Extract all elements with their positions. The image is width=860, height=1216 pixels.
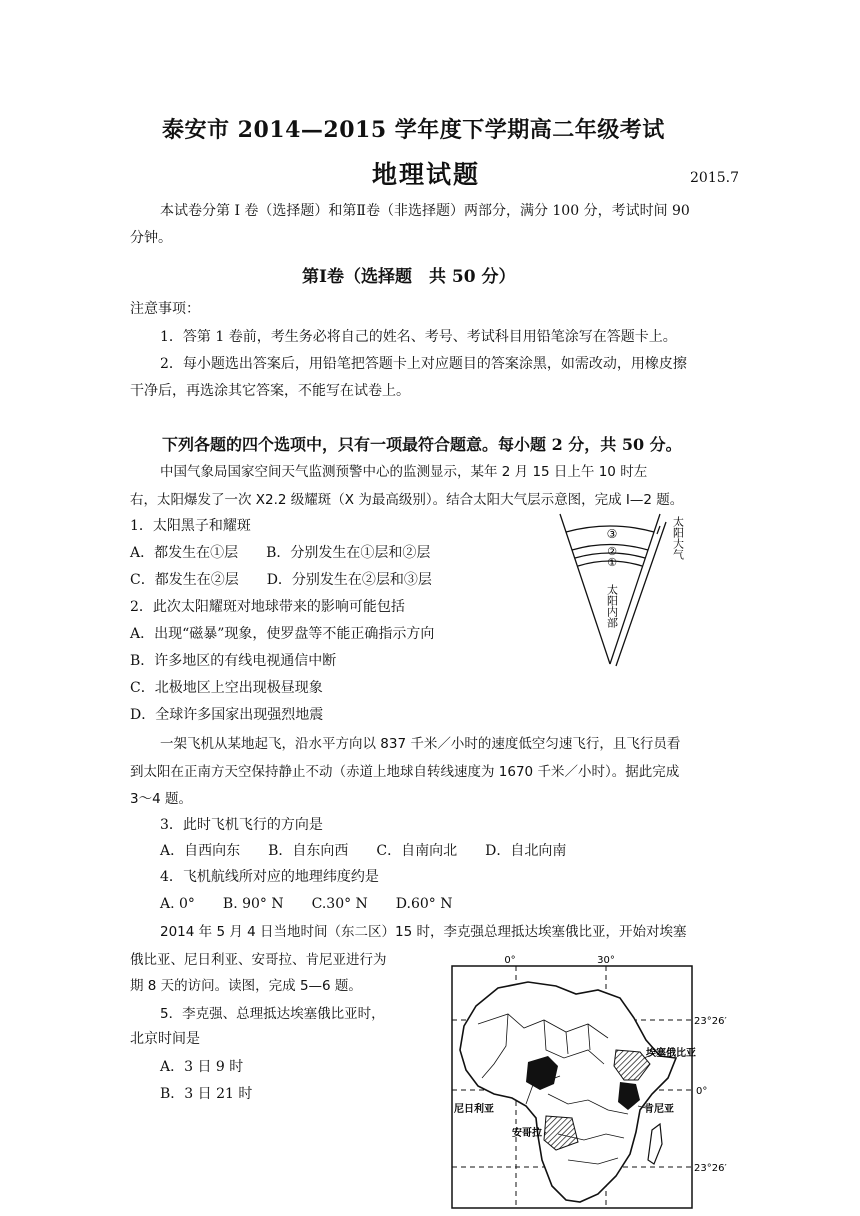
ethiopia-label: 埃塞俄比亚 xyxy=(646,1048,696,1059)
intro-line-1: 本试卷分第 I 卷（选择题）和第Ⅱ卷（非选择题）两部分，满分 100 分，考试时间 90 xyxy=(160,203,690,219)
subject-title: 地理试题 xyxy=(372,160,481,189)
question-5-stem-1: 5．李克强、总理抵达埃塞俄比亚时， xyxy=(160,1006,385,1022)
exam-title: 泰安市 2014—2015 学年度下学期高二年级考试 xyxy=(162,117,665,143)
note-1: 1．答第 1 卷前，考生务必将自己的姓名、考号、考试科目用铅笔涂写在答题卡上。 xyxy=(160,329,677,345)
passage-1-line-1: 中国气象局国家空间天气监测预警中心的监测显示，某年 2 月 15 日上午 10 时左 xyxy=(160,464,648,480)
passage-3-line-1: 2014 年 5 月 4 日当地时间（东二区）15 时，李克强总理抵达埃塞俄比亚，开始对埃塞 xyxy=(160,924,687,940)
nigeria-label: 尼日利亚 xyxy=(454,1104,494,1115)
passage-3-line-2: 俄比亚、尼日利亚、安哥拉、肯尼亚进行为 xyxy=(130,952,387,968)
passage-2-line-3: 3～4 题。 xyxy=(130,791,192,807)
lon-0-label: 0° xyxy=(504,955,516,966)
layer-3-label: ③ xyxy=(606,527,618,541)
africa-map xyxy=(448,954,738,1212)
section-heading: 第Ⅰ卷（选择题 共 50 分） xyxy=(302,267,516,287)
africa-outline xyxy=(460,982,676,1202)
lat-south-label: 23°26′ xyxy=(694,1163,727,1174)
exam-date: 2015.7 xyxy=(690,170,739,186)
madagascar-shape xyxy=(648,1124,662,1164)
question-2-option-d: D．全球许多国家出现强烈地震 xyxy=(130,707,324,723)
lat-equator-label: 0° xyxy=(696,1086,708,1097)
question-1-options-cd: C．都发生在②层 D．分别发生在②层和③层 xyxy=(130,572,432,588)
angola-label: 安哥拉 xyxy=(512,1128,542,1139)
passage-3-line-3: 期 8 天的访问。读图，完成 5—6 题。 xyxy=(130,978,362,994)
sun-layers-diagram xyxy=(548,508,698,668)
question-2-option-c: C．北极地区上空出现极昼现象 xyxy=(130,680,323,696)
question-1-stem: 1．太阳黑子和耀斑 xyxy=(130,518,251,534)
intro-line-2: 分钟。 xyxy=(130,230,172,246)
notes-label: 注意事项： xyxy=(130,301,200,317)
note-2-line-2: 干净后，再选涂其它答案，不能写在试卷上。 xyxy=(130,383,410,399)
question-5-option-a: A．3 日 9 时 xyxy=(160,1059,244,1075)
lon-30-label: 30° xyxy=(597,955,615,966)
question-4-stem: 4．飞机航线所对应的地理纬度约是 xyxy=(160,869,379,885)
lat-north-label: 23°26′ xyxy=(694,1016,727,1027)
question-2-stem: 2．此次太阳耀斑对地球带来的影响可能包括 xyxy=(130,599,405,615)
passage-1-line-2: 右，太阳爆发了一次 X2.2 级耀斑（X 为最高级别）。结合太阳大气层示意图，完成 I—2 题。 xyxy=(130,492,684,508)
question-1-options-ab: A．都发生在①层 B．分别发生在①层和②层 xyxy=(130,545,431,561)
note-2-line-1: 2．每小题选出答案后，用铅笔把答题卡上对应题目的答案涂黑，如需改动，用橡皮擦 xyxy=(160,356,687,372)
layer-2-label: ② xyxy=(607,545,617,558)
passage-2-line-1: 一架飞机从某地起飞，沿水平方向以 837 千米／小时的速度低空匀速飞行，且飞行员看 xyxy=(160,736,681,752)
question-3-options: A．自西向东 B．自东向西 C．自南向北 D．自北向南 xyxy=(160,843,567,859)
question-2-option-b: B．许多地区的有线电视通信中断 xyxy=(130,653,337,669)
layer-1-label: ① xyxy=(607,556,617,569)
question-2-option-a: A．出现“磁暴”现象，使罗盘等不能正确指示方向 xyxy=(130,626,435,642)
question-5-option-b: B．3 日 21 时 xyxy=(160,1086,253,1102)
kenya-label: 肯尼亚 xyxy=(644,1104,674,1115)
question-4-options: A. 0° B. 90° N C.30° N D.60° N xyxy=(160,896,453,912)
interior-label: 太阳内部 xyxy=(605,584,619,628)
passage-2-line-2: 到太阳在正南方天空保持静止不动（赤道上地球自转线速度为 1670 千米／小时）。据此完成 xyxy=(130,764,680,780)
question-3-stem: 3．此时飞机飞行的方向是 xyxy=(160,817,323,833)
section-instruction: 下列各题的四个选项中，只有一项最符合题意。每小题 2 分，共 50 分。 xyxy=(162,435,682,454)
question-5-stem-2: 北京时间是 xyxy=(130,1031,200,1047)
atmosphere-label: 太阳大气 xyxy=(671,516,685,560)
